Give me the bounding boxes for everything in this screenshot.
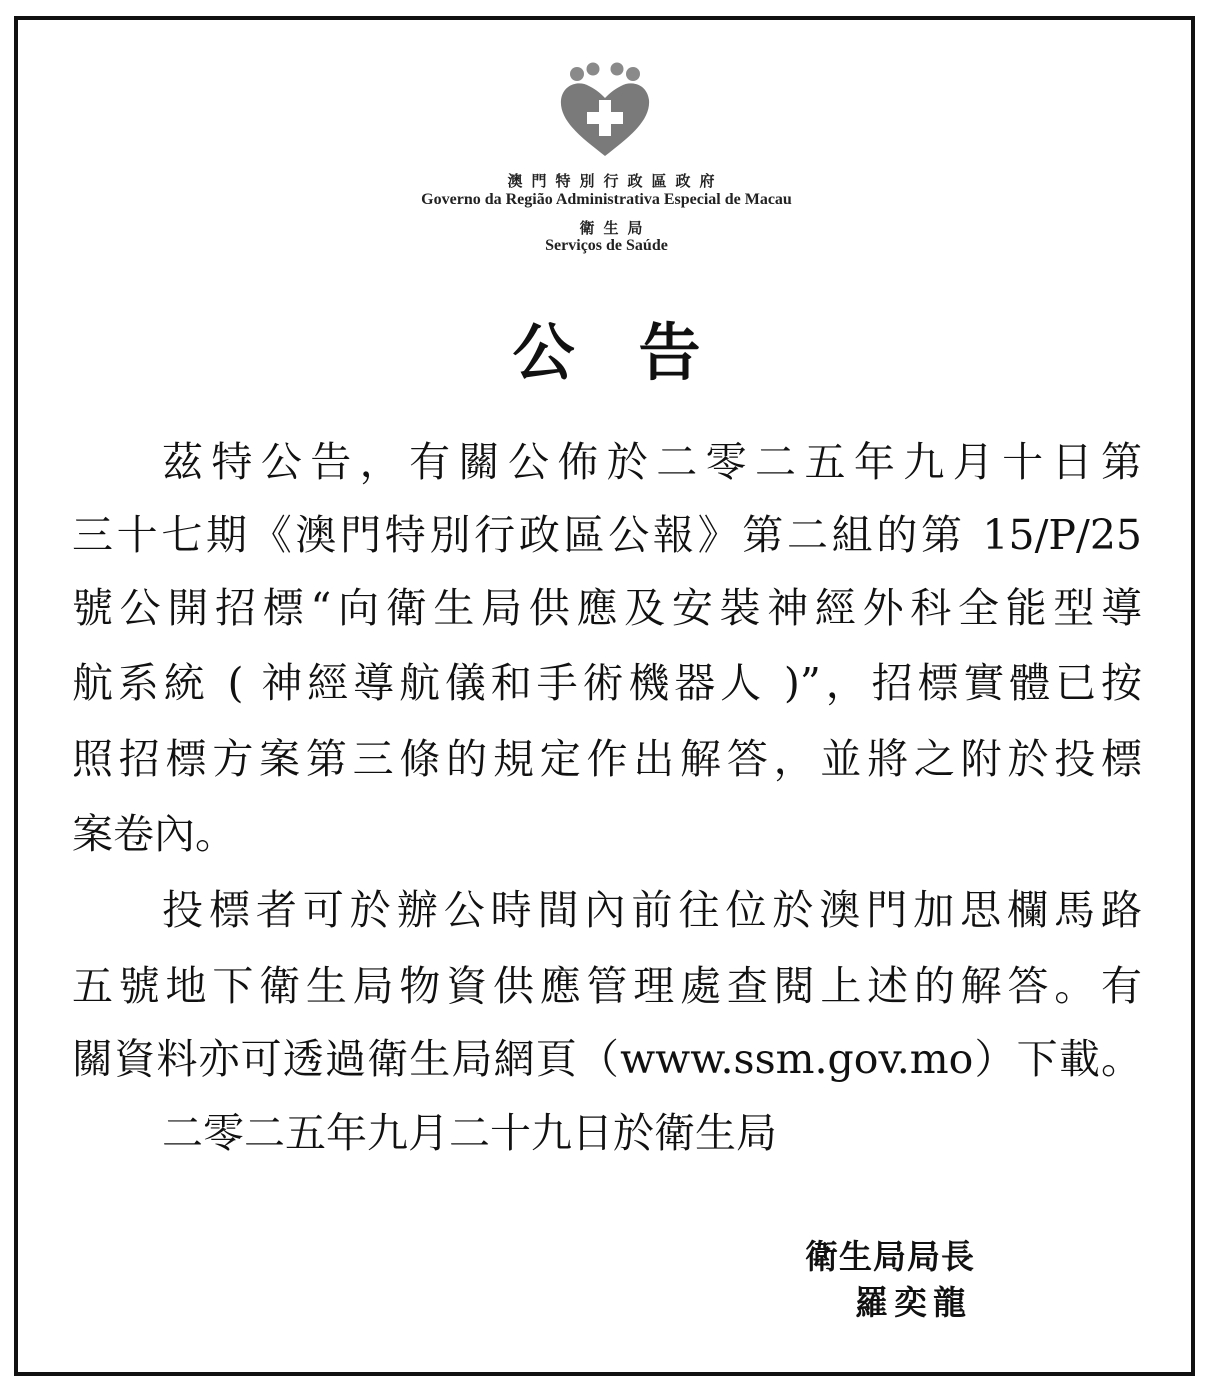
paragraph-2-line: 五號地下衛生局物資供應管理處查閱上述的解答。有	[72, 962, 1142, 1010]
paragraph-2-line: 關資料亦可透過衛生局網頁（www.ssm.gov.mo）下載。	[72, 1035, 1142, 1083]
paragraph-1-line: 三十七期《澳門特別行政區公報》第二組的第 15/P/25	[72, 511, 1142, 559]
notice-date: 二零二五年九月二十九日於衛生局	[162, 1109, 777, 1157]
logo-figure	[570, 67, 584, 81]
department-name-zh: 衛生局	[579, 221, 652, 237]
paragraph-1-line: 航系統 ( 神經導航儀和手術機器人 )”，招標實體已按	[72, 659, 1142, 707]
government-name-pt: Governo da Região Administrativa Especial de Macau	[421, 191, 792, 208]
department-name-pt: Serviços de Saúde	[545, 237, 668, 254]
paragraph-1-line: 號公開招標“向衛生局供應及安裝神經外科全能型導	[72, 584, 1142, 632]
logo-figure	[587, 63, 600, 76]
notice-title: 公告	[512, 316, 765, 389]
logo-figure	[626, 67, 640, 81]
health-bureau-heart-cross-icon	[555, 62, 655, 158]
paragraph-1-line: 茲特公告，有關公佈於二零二五年九月十日第	[162, 438, 1142, 486]
paragraph-1-line: 照招標方案第三條的規定作出解答，並將之附於投標	[72, 735, 1142, 783]
signatory-title: 衛生局局長	[805, 1237, 975, 1276]
paragraph-2-line: 投標者可於辦公時間內前往位於澳門加思欄馬路	[162, 886, 1142, 934]
government-name-zh: 澳門特別行政區政府	[507, 174, 724, 190]
logo-figure	[611, 63, 624, 76]
signatory-name: 羅奕龍	[855, 1283, 972, 1322]
paragraph-1-line: 案卷內。	[72, 810, 236, 858]
